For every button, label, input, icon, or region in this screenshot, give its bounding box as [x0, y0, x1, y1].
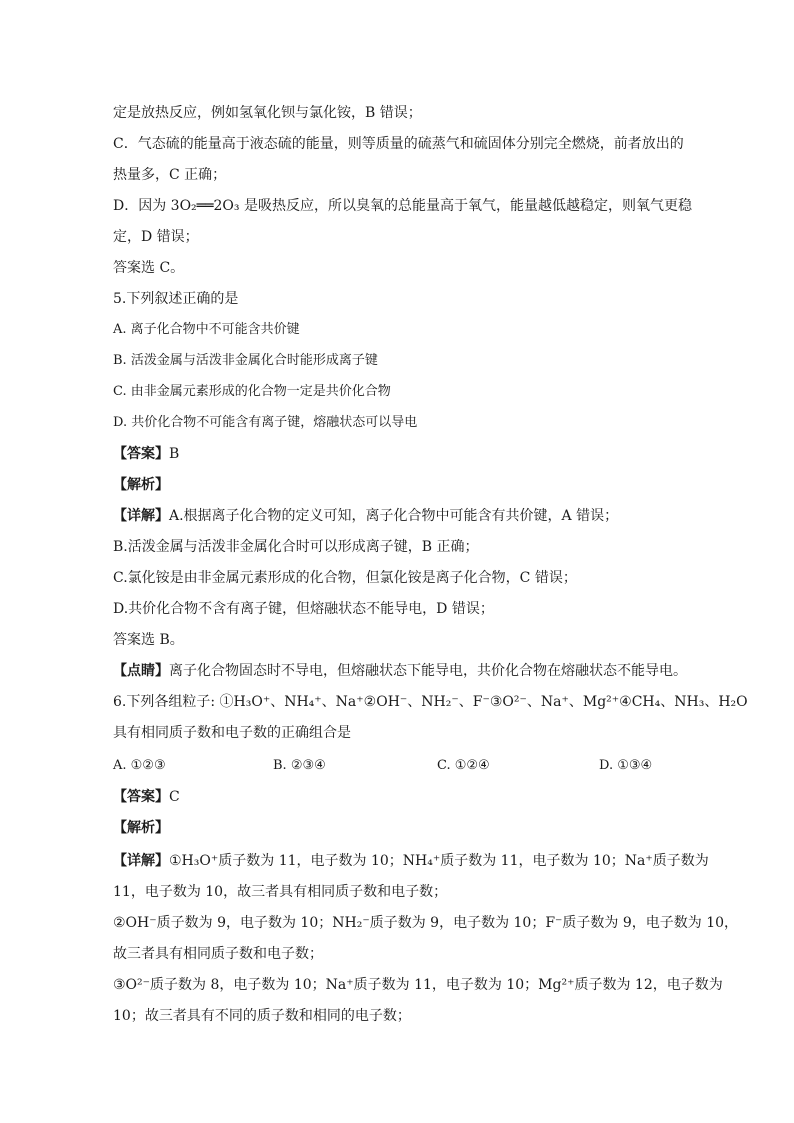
question-5-option-c: C. 由非金属元素形成的化合物一定是共价化合物	[113, 384, 391, 399]
point-tag: 【点睛】	[113, 663, 169, 679]
question-6-option-d: D. ①③④	[599, 758, 653, 773]
answer-value: B	[169, 446, 180, 462]
question-5-stem: 5.下列叙述正确的是	[113, 291, 239, 307]
question-5-detail-line: B.活泼金属与活泼非金属化合时可以形成离子键，B 正确；	[113, 539, 479, 555]
question-6-detail-line: 故三者具有相同质子数和电子数；	[113, 946, 323, 962]
question-6-detail-line	[113, 851, 709, 871]
detail-text: A.根据离子化合物的定义可知，离子化合物中可能含有共价键，A 错误；	[169, 508, 619, 524]
question-6-option-b: B. ②③④	[273, 758, 326, 773]
question-6-option-a: A. ①②③	[113, 758, 166, 773]
point-text: 离子化合物固态时不导电，但熔融状态下能导电，共价化合物在熔融状态不能导电。	[169, 663, 687, 679]
question-5-detail-line: 答案选 B。	[113, 632, 184, 648]
detail-tag: 【详解】	[113, 508, 169, 524]
detail-text: ①H₃O⁺质子数为 11，电子数为 10；NH₄⁺质子数为 11，电子数为 10；Na⁺质子数为	[169, 853, 709, 869]
question-5-detail-line: C.氯化铵是由非金属元素形成的化合物，但氯化铵是离子化合物，C 错误；	[113, 570, 577, 586]
detail-tag: 【详解】	[113, 853, 169, 869]
text-line: C．气态硫的能量高于液态硫的能量，则等质量的硫蒸气和硫固体分别完全燃烧，前者放出的	[113, 136, 684, 152]
text-line: 定是放热反应，例如氢氧化钡与氯化铵，B 错误；	[113, 105, 422, 121]
question-5-option-a: A. 离子化合物中不可能含共价键	[113, 322, 300, 337]
question-6-answer	[113, 787, 180, 807]
question-6-detail-line: ③O²⁻质子数为 8，电子数为 10；Na⁺质子数为 11，电子数为 10；Mg²⁺质子数为 12，电子数为	[113, 977, 723, 993]
question-6-analysis	[113, 818, 169, 838]
question-5-detail-line	[113, 506, 618, 526]
question-5-option-b: B. 活泼金属与活泼非金属化合时能形成离子键	[113, 353, 378, 368]
answer-tag: 【答案】	[113, 446, 169, 462]
text-line: D．因为 3O₂══2O₃ 是吸热反应，所以臭氧的总能量高于氧气，能量越低越稳定，则氧气更稳	[113, 198, 692, 214]
question-5-option-d: D. 共价化合物不可能含有离子键，熔融状态可以导电	[113, 415, 418, 430]
answer-value: C	[169, 789, 180, 805]
question-6-detail-line: 10；故三者具有不同的质子数和相同的电子数；	[113, 1008, 411, 1024]
question-5-analysis	[113, 475, 169, 495]
question-6-option-c: C. ①②④	[437, 758, 490, 773]
question-6-detail-line: 11，电子数为 10，故三者具有相同质子数和电子数；	[113, 884, 448, 900]
analysis-tag: 【解析】	[113, 477, 169, 493]
question-5-answer	[113, 444, 179, 464]
question-6-detail-line: ②OH⁻质子数为 9，电子数为 10；NH₂⁻质子数为 9，电子数为 10；F⁻质子数为 9，电子数为 10，	[113, 915, 739, 931]
text-line: 答案选 C。	[113, 260, 185, 276]
question-5-point	[113, 661, 687, 681]
question-5-detail-line: D.共价化合物不含有离子键，但熔融状态不能导电，D 错误；	[113, 601, 494, 617]
question-6-stem-cont: 具有相同质子数和电子数的正确组合是	[113, 725, 351, 741]
answer-tag: 【答案】	[113, 789, 169, 805]
text-line: 定，D 错误；	[113, 229, 199, 245]
text-line: 热量多，C 正确；	[113, 167, 227, 183]
question-6-stem: 6.下列各组粒子: ①H₃O⁺、NH₄⁺、Na⁺②OH⁻、NH₂⁻、F⁻③O²⁻、Na⁺、Mg²⁺④CH₄、NH₃、H₂O	[113, 694, 748, 710]
analysis-tag: 【解析】	[113, 820, 169, 836]
